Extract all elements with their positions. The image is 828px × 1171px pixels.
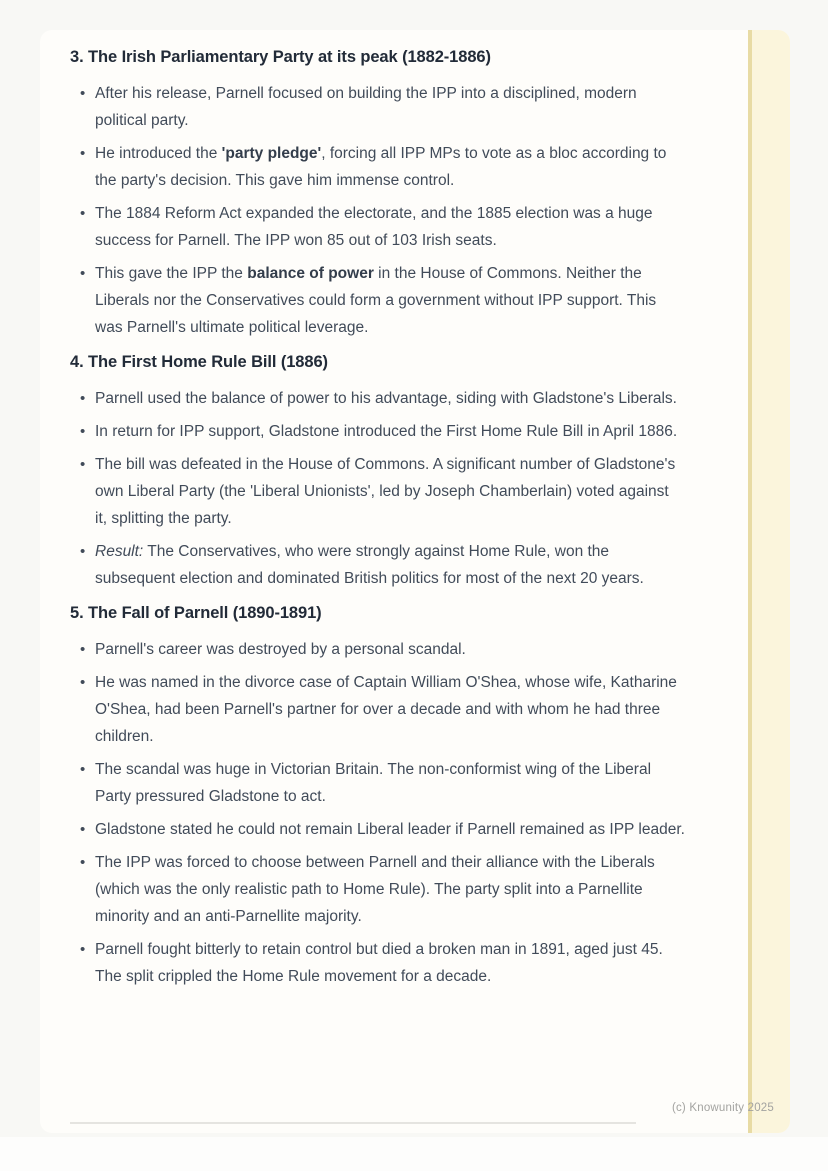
page-edge-accent-strip xyxy=(748,30,790,1133)
italic-text-run: Result: xyxy=(95,543,144,560)
list-item xyxy=(80,140,685,194)
bullet-marker: • xyxy=(80,145,86,162)
bullet-marker: • xyxy=(80,390,86,407)
bullet-marker: • xyxy=(80,423,86,440)
bullet-marker: • xyxy=(80,854,86,871)
text-run: The 1884 Reform Act expanded the electorate, and the 1885 election was a huge success for Parnell. The IPP won 85 out of 103 Irish seats. xyxy=(95,205,653,249)
document-content xyxy=(40,30,685,990)
bullet-marker: • xyxy=(80,941,86,958)
text-run: Parnell fought bitterly to retain control but died a broken man in 1891, aged just 45. The split crippled the Home Rule movement for a decade. xyxy=(95,941,663,985)
text-run: The scandal was huge in Victorian Britain. The non-conformist wing of the Liberal Party pressured Gladstone to act. xyxy=(95,761,652,805)
bullet-list xyxy=(70,80,685,341)
text-run: After his release, Parnell focused on building the IPP into a disciplined, modern political party. xyxy=(95,85,637,129)
bullet-marker: • xyxy=(80,85,86,102)
bullet-marker: • xyxy=(80,205,86,222)
text-run: Parnell's career was destroyed by a personal scandal. xyxy=(95,641,466,658)
list-item xyxy=(80,636,685,663)
bullet-marker: • xyxy=(80,641,86,658)
bullet-marker: • xyxy=(80,761,86,778)
list-item xyxy=(80,538,685,592)
text-run: Parnell used the balance of power to his advantage, siding with Gladstone's Liberals. xyxy=(95,390,677,407)
bullet-marker: • xyxy=(80,821,86,838)
bottom-background-band xyxy=(0,1137,828,1171)
bullet-marker: • xyxy=(80,265,86,282)
section-heading: 5. The Fall of Parnell (1890-1891) xyxy=(70,604,322,622)
list-item xyxy=(80,936,685,990)
text-run: , forcing all IPP MPs to vote as a bloc according to the party's decision. This gave him immense control. xyxy=(95,145,667,189)
bullet-marker: • xyxy=(80,674,86,691)
text-run: In return for IPP support, Gladstone introduced the First Home Rule Bill in April 1886. xyxy=(95,423,678,440)
text-run: The bill was defeated in the House of Commons. A significant number of Gladstone's own Liberal Party (the 'Liberal Unionists', led by Joseph Chamberlain) voted against it, splitting the party. xyxy=(95,456,676,527)
text-run: The Conservatives, who were strongly against Home Rule, won the subsequent election and dominated British politics for most of the next 20 years. xyxy=(95,543,644,587)
text-run: Gladstone stated he could not remain Liberal leader if Parnell remained as IPP leader. xyxy=(95,821,685,838)
text-run: He was named in the divorce case of Captain William O'Shea, whose wife, Katharine O'Shea, had been Parnell's partner for over a decade and with whom he had three children. xyxy=(95,674,677,745)
list-item xyxy=(80,756,685,810)
list-item xyxy=(80,669,685,750)
bullet-list xyxy=(70,385,685,592)
bold-text-run: balance of power xyxy=(247,265,374,282)
bullet-list xyxy=(70,636,685,990)
bullet-marker: • xyxy=(80,456,86,473)
list-item xyxy=(80,816,685,843)
section-heading: 4. The First Home Rule Bill (1886) xyxy=(70,353,328,371)
list-item xyxy=(80,849,685,930)
section-heading: 3. The Irish Parliamentary Party at its peak (1882-1886) xyxy=(70,48,491,66)
list-item xyxy=(80,418,685,445)
bullet-marker: • xyxy=(80,543,86,560)
text-run: in the House of Commons. Neither the Liberals nor the Conservatives could form a government without IPP support. This was Parnell's ultimate political leverage. xyxy=(95,265,657,336)
list-item xyxy=(80,451,685,532)
page-card xyxy=(40,30,790,1133)
list-item xyxy=(80,260,685,341)
footer-divider xyxy=(70,1122,636,1124)
list-item xyxy=(80,200,685,254)
watermark: (c) Knowunity 2025 xyxy=(671,1102,774,1114)
text-run: This gave the IPP the xyxy=(95,265,248,282)
list-item xyxy=(80,80,685,134)
text-run: He introduced the xyxy=(95,145,222,162)
text-run: The IPP was forced to choose between Parnell and their alliance with the Liberals (which was the only realistic path to Home Rule). The party split into a Parnellite minority and an anti-Parnellite majority. xyxy=(95,854,655,925)
list-item xyxy=(80,385,685,412)
bold-text-run: 'party pledge' xyxy=(221,145,322,162)
